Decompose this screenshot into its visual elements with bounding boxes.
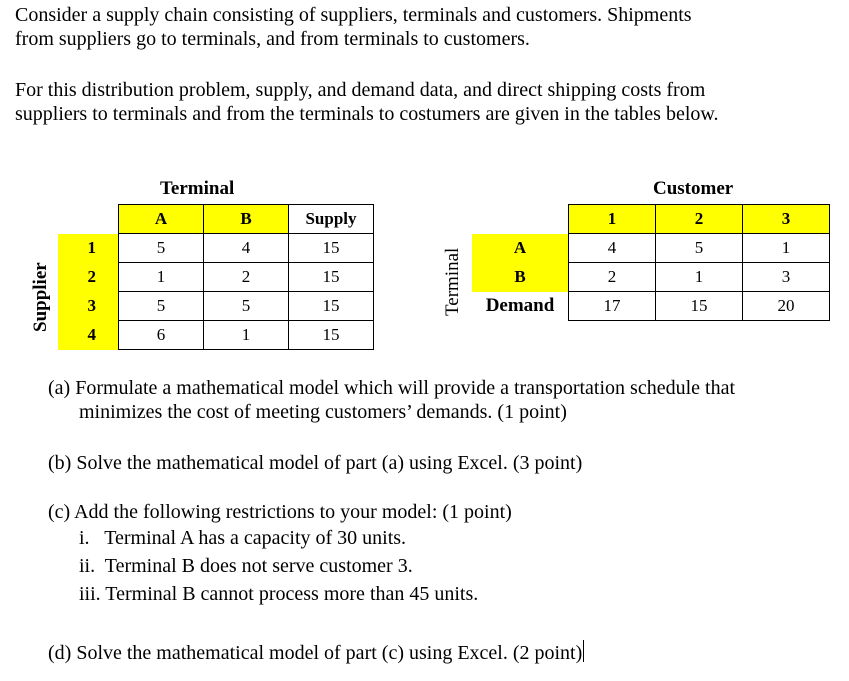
table-cell: 3: [743, 263, 830, 292]
intro-paragraph-1: [15, 3, 692, 51]
intro-line-1: Consider a supply chain consisting of suppliers, terminals and customers. Shipments: [15, 4, 692, 26]
table1-col-header: A: [119, 205, 204, 234]
table1-row-label: 4: [58, 321, 119, 350]
table-row: [58, 292, 374, 321]
table1-header-row: [58, 205, 374, 234]
question-a-line-1: (a) Formulate a mathematical model which will provide a transportation schedule that: [48, 377, 736, 399]
table2-row-label: A: [472, 234, 569, 263]
intro-line-2: from suppliers go to terminals, and from terminals to customers.: [15, 28, 530, 50]
table2-header-row: [472, 205, 830, 234]
intro-paragraph-2: [15, 78, 719, 126]
question-a-line-2: minimizes the cost of meeting customers’ demands. (1 point): [79, 401, 567, 423]
table-row: [58, 321, 374, 350]
table-cell: 2: [204, 263, 289, 292]
table-cell: 15: [289, 321, 374, 350]
intro-line-3: For this distribution problem, supply, and demand data, and direct shipping costs from: [15, 79, 706, 101]
table-row: [472, 292, 830, 321]
table-row: [472, 263, 830, 292]
table-cell: 4: [569, 234, 656, 263]
table-cell: 5: [119, 292, 204, 321]
terminal-customer-table: [472, 204, 830, 321]
table-cell: 1: [204, 321, 289, 350]
table1-row-header: Supplier: [30, 262, 51, 332]
table2-col-header: 2: [656, 205, 743, 234]
table1-row-label: 3: [58, 292, 119, 321]
question-c-item-3: iii. Terminal B cannot process more than 45 units.: [79, 583, 479, 605]
supplier-terminal-table: [58, 204, 374, 350]
table1-row-label: 2: [58, 263, 119, 292]
table1-row-label: 1: [58, 234, 119, 263]
table2-row-label: B: [472, 263, 569, 292]
table-cell: 5: [204, 292, 289, 321]
question-c-item-1: i. Terminal A has a capacity of 30 units.: [79, 527, 407, 549]
text-cursor: [583, 640, 584, 662]
table-cell: 6: [119, 321, 204, 350]
table-cell: 2: [569, 263, 656, 292]
table-cell: 1: [743, 234, 830, 263]
table-cell: 1: [656, 263, 743, 292]
table2-row-header: Terminal: [442, 247, 463, 316]
table-cell: 15: [656, 292, 743, 321]
intro-line-4: suppliers to terminals and from the terminals to costumers are given in the tables below.: [15, 103, 719, 125]
table-cell: 15: [289, 234, 374, 263]
table-cell: 1: [119, 263, 204, 292]
question-c: (c) Add the following restrictions to your model: (1 point): [48, 501, 512, 523]
table-cell: 4: [204, 234, 289, 263]
table2-col-header: 3: [743, 205, 830, 234]
table-cell: 5: [119, 234, 204, 263]
table2-col-header: 1: [569, 205, 656, 234]
question-a: [48, 376, 735, 424]
table2-row-label: Demand: [485, 295, 555, 316]
table1-col-header: Supply: [289, 205, 374, 234]
table-row: [472, 234, 830, 263]
table-row: [58, 263, 374, 292]
table1-group-header: Terminal: [160, 178, 235, 199]
question-d-text: (d) Solve the mathematical model of part (c) using Excel. (2 point): [48, 642, 583, 664]
table2-group-header: Customer: [653, 178, 734, 199]
question-b: (b) Solve the mathematical model of part (a) using Excel. (3 point): [48, 452, 583, 474]
table1-col-header: B: [204, 205, 289, 234]
table-row: [58, 234, 374, 263]
question-d: [48, 640, 584, 665]
table-cell: 5: [656, 234, 743, 263]
table-cell: 15: [289, 263, 374, 292]
table-cell: 17: [569, 292, 656, 321]
table-cell: 15: [289, 292, 374, 321]
table-cell: 20: [743, 292, 830, 321]
question-c-item-2: ii. Terminal B does not serve customer 3.: [79, 555, 413, 577]
